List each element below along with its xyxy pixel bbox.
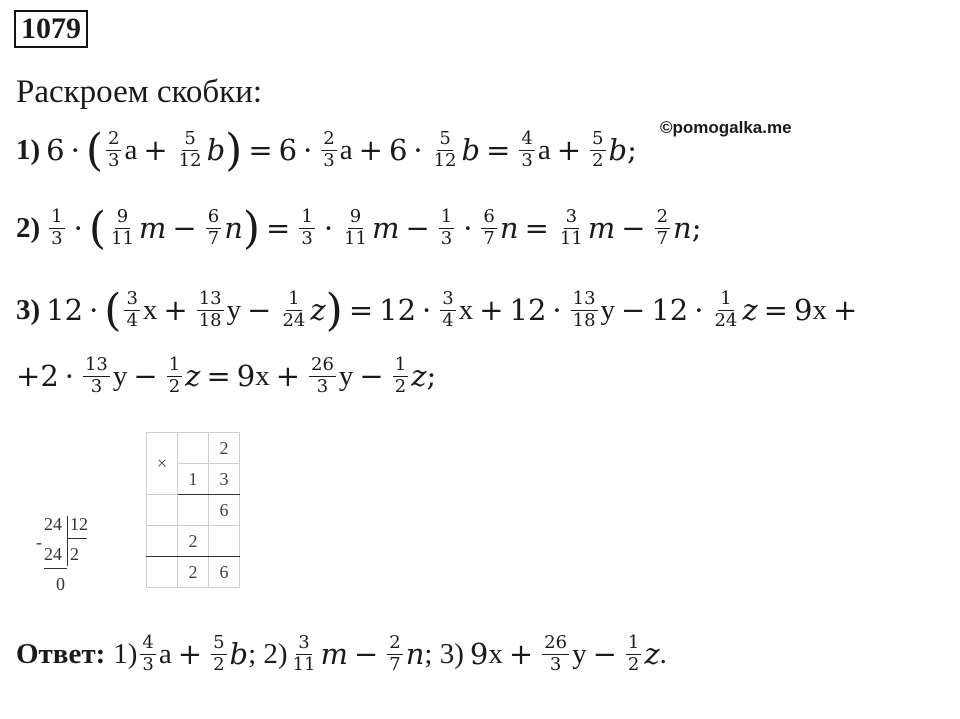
fraction: $\frac{5}{12}$: [433, 128, 457, 171]
divisor: 12: [70, 514, 88, 534]
fraction: $\frac{1}{2}$: [627, 632, 640, 675]
fraction: $\frac{2}{7}$: [389, 632, 401, 675]
fraction: $\frac{1}{2}$: [394, 354, 407, 397]
fraction: $\frac{6}{7}$: [207, 206, 220, 249]
remainder: 0: [56, 574, 65, 594]
watermark: ©pomogalka.me: [660, 118, 792, 137]
fraction: $\frac{13}{18}$: [572, 288, 596, 331]
fraction: $\frac{26}{3}$: [311, 354, 334, 397]
fraction: $\frac{4}{3}$: [142, 632, 154, 675]
fraction: $\frac{13}{18}$: [198, 288, 222, 331]
grid-cell: [209, 526, 240, 557]
subtrahend: 24: [44, 544, 62, 564]
coef: 6: [46, 132, 65, 167]
multiply-sign: ×: [147, 433, 178, 495]
division-bar-vertical: [67, 516, 68, 566]
fraction: $\frac{1}{24}$: [282, 288, 306, 331]
subtraction-line: [44, 568, 67, 569]
grid-cell: 2: [209, 433, 240, 464]
grid-cell: [147, 495, 178, 526]
equation-2: 2) $\frac{1}{3}$ · ( $\frac{9}{11}$ m − $\frac{6}{7}$ n ) = $\frac{1}{3}$ · $\frac{9}{11}$ m − $\frac{1}{3}$ · $\frac{6}{7}$ n = $\frac{3}{11}$ m − $\frac{2}{7}$ n ;: [16, 202, 702, 254]
fraction: $\frac{9}{11}$: [111, 206, 134, 249]
dividend: 24: [44, 514, 62, 534]
answer-line: Ответ: 1) $\frac{4}{3}$ a + $\frac{5}{2}$ b ; 2) $\frac{3}{11}$ m − $\frac{2}{7}$ n ; 3) 9 x + $\frac{26}{3}$ y − $\frac{1}{2}$ z .: [16, 632, 667, 675]
fraction: $\frac{1}{3}$: [440, 206, 453, 249]
fraction: $\frac{2}{3}$: [108, 128, 120, 171]
grid-cell: [147, 526, 178, 557]
intro-heading: Раскроем скобки:: [16, 74, 263, 110]
equation-1: 1) 6 · ( $\frac{2}{3}$ a + $\frac{5}{12}$ b ) = 6 · $\frac{2}{3}$ a + 6 · $\frac{5}{12}$ b = $\frac{4}{3}$ a + $\frac{5}{2}$ b ;: [16, 124, 637, 176]
grid-cell: [178, 495, 209, 526]
fraction: $\frac{1}{3}$: [301, 206, 313, 249]
fraction: $\frac{2}{3}$: [323, 128, 335, 171]
fraction: $\frac{26}{3}$: [544, 632, 568, 675]
multiplication-grid: [146, 432, 240, 588]
fraction: $\frac{1}{24}$: [714, 288, 738, 331]
item-label-1: 1): [16, 133, 41, 166]
grid-cell: 6: [209, 495, 240, 526]
long-division: [36, 514, 106, 594]
grid-cell: 3: [209, 464, 240, 495]
grid-cell: 2: [178, 557, 209, 588]
fraction: $\frac{6}{7}$: [483, 206, 495, 249]
grid-cell: [147, 557, 178, 588]
quotient: 2: [70, 544, 79, 564]
fraction: $\frac{3}{11}$: [559, 206, 583, 249]
fraction: $\frac{3}{4}$: [126, 288, 138, 331]
answer-label: Ответ:: [16, 637, 106, 670]
minus-sign: -: [36, 532, 42, 552]
item-label-3: 3): [16, 293, 41, 326]
grid-cell: 6: [209, 557, 240, 588]
fraction: $\frac{4}{3}$: [521, 128, 533, 171]
equation-3: 3) 12 · ( $\frac{3}{4}$ x + $\frac{13}{18}$ y − $\frac{1}{24}$ z ) = 12 · $\frac{3}{4}$ x + 12 · $\frac{13}{18}$ y − 12 · $\frac{1}{24}$ z = 9 x +: [16, 284, 858, 336]
grid-cell: [178, 433, 209, 464]
fraction: $\frac{2}{7}$: [656, 206, 669, 249]
division-bar-horizontal: [67, 538, 87, 539]
problem-number: 1079: [14, 10, 88, 48]
grid-cell: 1: [178, 464, 209, 495]
fraction: $\frac{3}{11}$: [292, 632, 316, 675]
fraction: $\frac{5}{12}$: [178, 128, 202, 171]
fraction: $\frac{9}{11}$: [344, 206, 367, 249]
fraction: $\frac{3}{4}$: [442, 288, 454, 331]
item-label-2: 2): [16, 211, 41, 244]
fraction: $\frac{5}{2}$: [592, 128, 604, 171]
fraction: $\frac{1}{2}$: [168, 354, 181, 397]
fraction: $\frac{1}{3}$: [51, 206, 63, 249]
fraction: $\frac{13}{3}$: [84, 354, 108, 397]
equation-3-continued: + 2 · $\frac{13}{3}$ y − $\frac{1}{2}$ z = 9 x + $\frac{26}{3}$ y − $\frac{1}{2}$ z ;: [16, 354, 437, 397]
grid-cell: 2: [178, 526, 209, 557]
fraction: $\frac{5}{2}$: [213, 632, 225, 675]
